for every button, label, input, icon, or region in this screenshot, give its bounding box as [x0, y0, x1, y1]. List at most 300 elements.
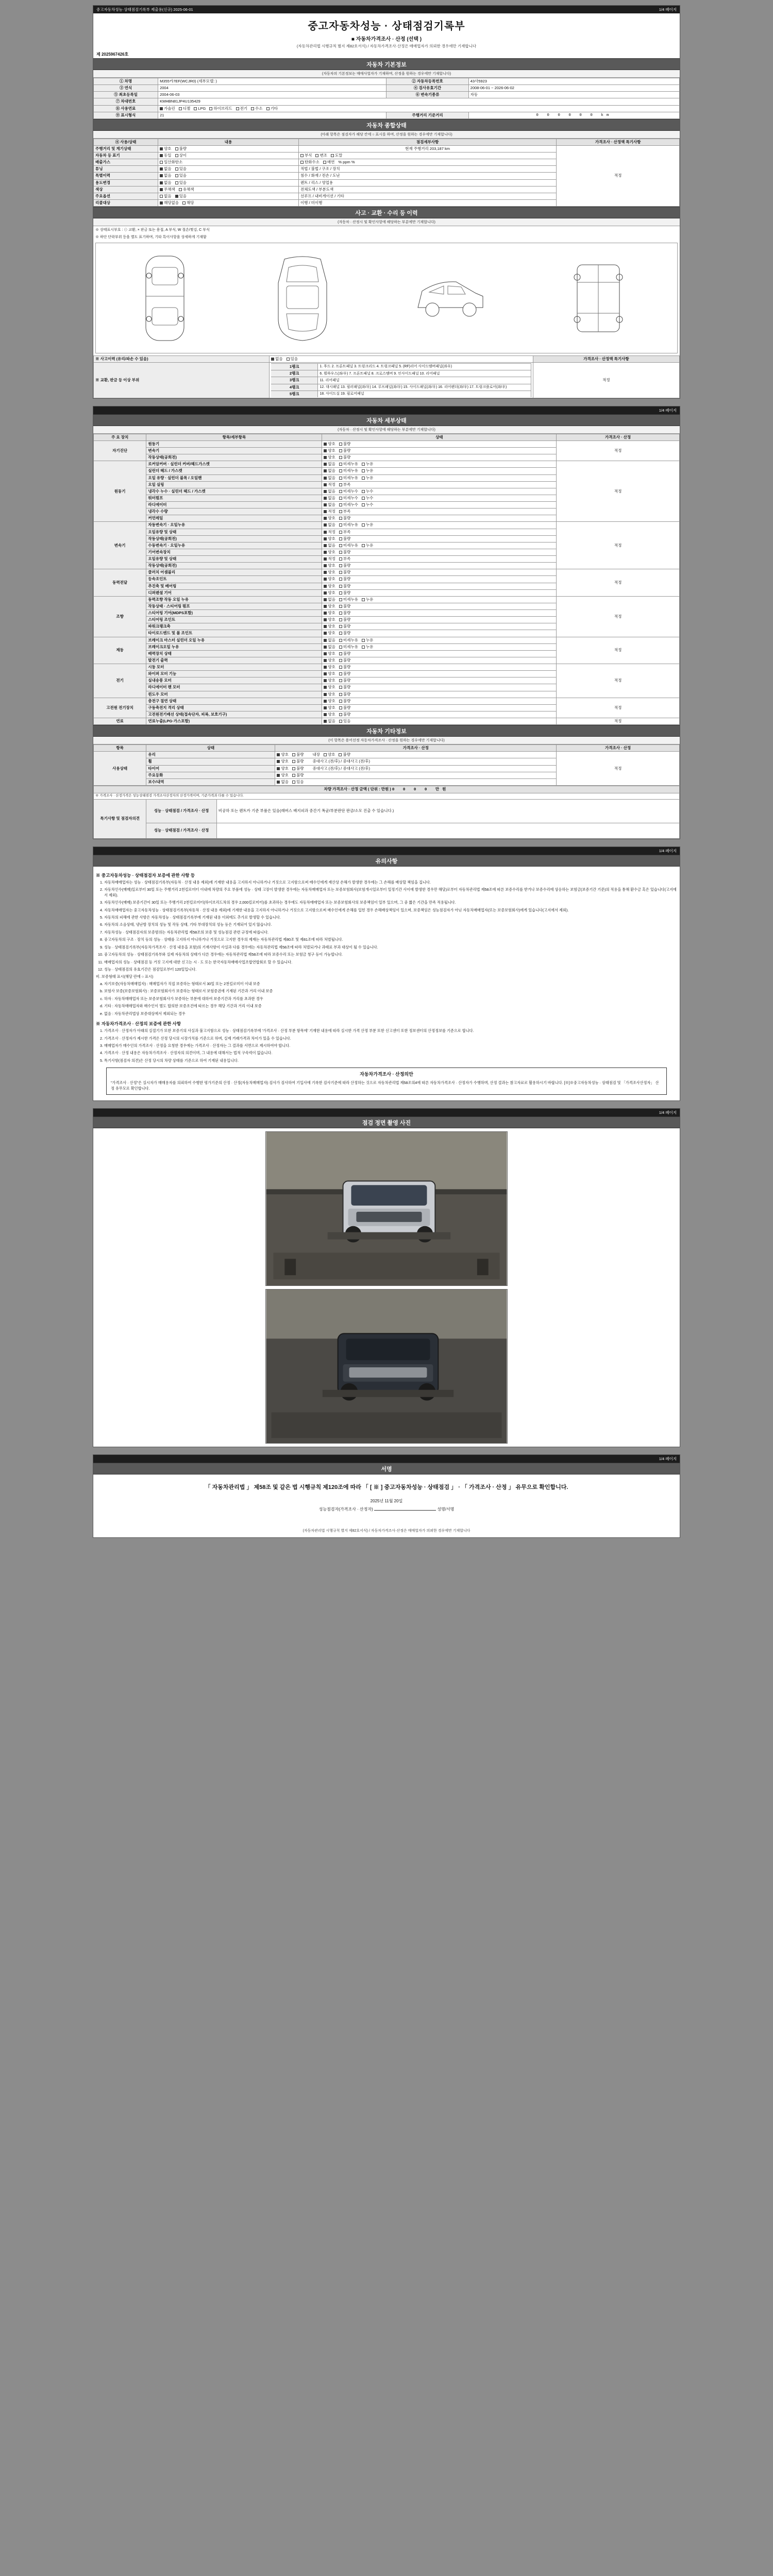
opt-same[interactable]: 동일	[160, 153, 172, 158]
option-없음[interactable]	[324, 597, 335, 602]
checkbox-icon[interactable]	[277, 781, 280, 784]
checkbox-icon[interactable]	[324, 564, 327, 567]
option-양호[interactable]	[324, 651, 335, 656]
table-row	[94, 440, 680, 447]
checkbox-icon[interactable]	[362, 646, 365, 649]
option-양호[interactable]	[324, 712, 335, 717]
checkbox-icon[interactable]	[324, 753, 327, 756]
checkbox-icon[interactable]	[339, 666, 342, 669]
option-미세누유[interactable]	[339, 468, 358, 473]
option-없음[interactable]	[324, 489, 335, 494]
checkbox-icon[interactable]	[292, 774, 295, 777]
checkbox-icon[interactable]	[324, 503, 327, 506]
checkbox-icon[interactable]	[339, 497, 342, 500]
parts-group-note: 적정	[557, 596, 680, 637]
option-label: 양호	[328, 678, 335, 683]
checkbox-icon[interactable]	[339, 523, 342, 527]
checkbox-icon[interactable]	[339, 443, 342, 446]
checkbox-icon[interactable]	[362, 477, 365, 480]
checkbox-icon[interactable]	[339, 618, 342, 621]
checkbox-icon[interactable]	[339, 706, 342, 709]
option-불량[interactable]	[339, 604, 351, 609]
option-불량[interactable]	[339, 448, 351, 453]
checkbox-icon[interactable]	[324, 463, 327, 466]
etc-item-label: 보수/내역	[146, 778, 275, 785]
opt-yes[interactable]: 있음	[175, 180, 187, 185]
option-양호[interactable]	[324, 705, 335, 710]
option-양호[interactable]	[277, 752, 289, 757]
option-label: 양호	[328, 516, 335, 521]
option-없음[interactable]	[324, 468, 335, 473]
checkbox-icon[interactable]	[324, 490, 327, 493]
option-누수[interactable]	[362, 489, 374, 494]
option-양호[interactable]	[277, 759, 289, 764]
option-적정[interactable]	[324, 556, 335, 562]
option-양호[interactable]	[324, 692, 335, 697]
option-양호[interactable]	[324, 604, 335, 609]
checkbox-icon[interactable]	[362, 544, 365, 547]
option-양호[interactable]	[277, 773, 289, 778]
fuel-option-diesel[interactable]: 디젤	[179, 106, 191, 111]
opt-co[interactable]: 일산화탄소	[160, 160, 182, 165]
checkbox-icon[interactable]	[362, 463, 365, 466]
checkbox-icon[interactable]	[362, 490, 365, 493]
option-양호[interactable]	[324, 671, 335, 676]
option-label: 양호	[328, 685, 335, 690]
parts-item-label: 와이퍼 모터 기능	[146, 671, 322, 677]
etc-col-3: 가격조사 · 산정	[557, 745, 680, 752]
option-미세누수[interactable]	[339, 489, 358, 494]
opt-na[interactable]: 해당없음	[160, 200, 179, 206]
checkbox-icon[interactable]	[324, 537, 327, 540]
option-양호[interactable]	[324, 624, 335, 629]
option-불량[interactable]	[339, 699, 351, 704]
option-label: 불량	[343, 705, 351, 710]
option-양호[interactable]	[324, 699, 335, 704]
checkbox-icon[interactable]	[339, 477, 342, 480]
option-불량[interactable]	[339, 577, 351, 582]
checkbox-icon[interactable]	[339, 578, 342, 581]
option-불량[interactable]	[339, 705, 351, 710]
option-label: 누수	[365, 495, 374, 500]
option-누유[interactable]	[362, 597, 374, 602]
checkbox-icon[interactable]	[324, 625, 327, 628]
checkbox-icon[interactable]	[324, 672, 327, 675]
option-불량[interactable]	[339, 665, 351, 670]
option-미세누유[interactable]	[339, 597, 358, 602]
option-적정[interactable]	[324, 509, 335, 514]
option-label: 없음	[281, 779, 289, 784]
checkbox-icon[interactable]	[324, 585, 327, 588]
option-없음[interactable]	[324, 638, 335, 643]
option-없음[interactable]	[324, 496, 335, 501]
option-부족[interactable]	[339, 556, 351, 562]
checkbox-icon[interactable]	[324, 693, 327, 696]
option-불량[interactable]	[339, 550, 351, 555]
option-불량[interactable]	[292, 766, 304, 771]
option-없음[interactable]	[324, 462, 335, 467]
opt-corrosion[interactable]: 부식	[300, 153, 312, 158]
fuel-option-lpg[interactable]: LPG	[194, 106, 206, 111]
checkbox-icon[interactable]	[324, 659, 327, 662]
checkbox-icon[interactable]	[324, 449, 327, 452]
option-있음[interactable]	[292, 779, 304, 785]
option-label: 불량	[343, 671, 351, 676]
option-label: 누유	[365, 597, 374, 602]
checkbox-icon[interactable]	[324, 557, 327, 561]
option-없음[interactable]	[277, 779, 289, 785]
checkbox-icon[interactable]	[339, 672, 342, 675]
option-누유[interactable]	[362, 645, 374, 650]
table-row	[94, 461, 680, 468]
checkbox-icon[interactable]	[277, 760, 280, 763]
checkbox-icon[interactable]	[324, 646, 327, 649]
option-양호[interactable]	[277, 766, 289, 771]
opt-none[interactable]: 없음	[160, 173, 172, 178]
checkbox-icon[interactable]	[324, 544, 327, 547]
option-있음[interactable]	[339, 719, 351, 724]
option-양호[interactable]	[324, 685, 335, 690]
option-누유[interactable]	[362, 522, 374, 528]
fuel-option-hydrogen[interactable]: 수소	[251, 106, 263, 111]
checkbox-icon[interactable]	[339, 713, 342, 716]
checkbox-icon[interactable]	[339, 646, 342, 649]
price-notice-text: "가격조사 · 산정"은 실시자가 매매용자를 의뢰하여 수행한 평가기준의 산정 · 산정(자동차매매업자) 검사가 검사하여 기입사에 기록한 검사기준에 따라 산정하는 것으로 자동차관리법 제58조의4에 따른 자동차가격조사 · 산정자가 수행하며, 산정 결과는 참고자료로 활용하시기 바랍니다. [※]※중고자동차성능 · 상태점검 및 「가격조사산정자」 산정 유무모로 확인합니다.	[111, 1080, 659, 1091]
checkbox-icon[interactable]	[339, 449, 342, 452]
overall-opts-2	[158, 159, 299, 166]
option-불량[interactable]	[339, 617, 351, 622]
checkbox-icon[interactable]	[324, 456, 327, 459]
opt-erased[interactable]: 도말	[331, 153, 343, 158]
option-누유[interactable]	[362, 543, 374, 548]
option-불량[interactable]	[339, 712, 351, 717]
checkbox-icon[interactable]	[277, 767, 280, 770]
checkbox-icon[interactable]	[324, 612, 327, 615]
parts-item-label: 시동 모터	[146, 664, 322, 671]
option-양호[interactable]	[324, 617, 335, 622]
option-양호[interactable]	[324, 665, 335, 670]
option-label: 없음	[328, 502, 335, 507]
checkbox-icon[interactable]	[362, 523, 365, 527]
option-양호[interactable]	[324, 752, 335, 757]
option-불량[interactable]	[339, 631, 351, 636]
option-양호[interactable]	[324, 570, 335, 575]
option-누수[interactable]	[362, 496, 374, 501]
basic-info-table	[93, 78, 680, 119]
checkbox-icon[interactable]	[339, 490, 342, 493]
special-text: 비공하 또는 렌트카 기준 부품은 있음(래버스 배지피과 중간기 폭균/부분판단 판금/소모 진출 수 있습니다.)	[216, 799, 679, 823]
checkbox-icon[interactable]	[339, 700, 342, 703]
option-없음[interactable]	[324, 476, 335, 481]
option-label: 양호	[328, 455, 335, 460]
opt-hc[interactable]: 탄화수소	[300, 160, 320, 165]
option-불량[interactable]	[339, 563, 351, 568]
checkbox-icon[interactable]	[339, 551, 342, 554]
option-불량[interactable]	[339, 658, 351, 663]
section-parts-title: 자동차 세부상태	[93, 414, 680, 426]
checkbox-icon[interactable]	[277, 753, 280, 756]
checkbox-icon[interactable]	[292, 753, 295, 756]
checkbox-icon[interactable]	[324, 531, 327, 534]
option-양호[interactable]	[324, 536, 335, 541]
option-불량[interactable]	[292, 773, 304, 778]
fuel-option-electric[interactable]: 전기	[236, 106, 248, 111]
parts-item-options	[322, 718, 557, 725]
parts-item-options	[322, 671, 557, 677]
option-불량[interactable]	[339, 611, 351, 616]
option-미세누수[interactable]	[339, 502, 358, 507]
checkbox-icon[interactable]	[339, 585, 342, 588]
checkbox-icon[interactable]	[324, 443, 327, 446]
checkbox-icon[interactable]	[324, 720, 327, 723]
checkbox-icon[interactable]	[339, 753, 342, 756]
checkbox-icon[interactable]	[324, 477, 327, 480]
basic-label-2: ② 자동차등록번호	[386, 78, 468, 85]
checkbox-icon[interactable]	[339, 632, 342, 635]
checkbox-icon[interactable]	[292, 767, 295, 770]
option-불량[interactable]	[339, 752, 350, 757]
fuel-option-hybrid[interactable]: 하이브리드	[209, 106, 232, 111]
option-부족[interactable]	[339, 530, 351, 535]
opt-altered[interactable]: 변조	[315, 153, 327, 158]
option-양호[interactable]	[324, 442, 335, 447]
option-불량[interactable]	[339, 536, 351, 541]
option-label: 누유	[365, 475, 374, 480]
option-불량[interactable]	[339, 516, 351, 521]
list-item: 6. 자동차의 소음상태, 냉난방 장치의 성능 및 작동 상태, 기타 부대장치의 성능 등은 기재되어 있지 않습니다.	[104, 922, 677, 927]
checkbox-icon[interactable]	[339, 531, 342, 534]
checkbox-icon[interactable]	[324, 551, 327, 554]
checkbox-icon[interactable]	[324, 713, 327, 716]
option-적정[interactable]	[324, 530, 335, 535]
checkbox-icon[interactable]	[339, 557, 342, 561]
checkbox-icon[interactable]	[339, 510, 342, 513]
option-불량[interactable]	[339, 651, 351, 656]
checkbox-icon[interactable]	[339, 517, 342, 520]
parts-item-options	[322, 515, 557, 522]
checkbox-icon[interactable]	[339, 564, 342, 567]
option-양호[interactable]	[324, 550, 335, 555]
fuel-option-gasoline[interactable]: 가솔린	[160, 106, 175, 111]
option-양호[interactable]	[324, 658, 335, 663]
basic-value-1: M355카7EF(WCJR0) (세부모델: )	[158, 78, 386, 85]
option-부족[interactable]	[339, 509, 351, 514]
option-label: 불량	[343, 611, 351, 615]
checkbox-icon[interactable]	[339, 483, 342, 486]
option-없음[interactable]	[324, 719, 335, 724]
checkbox-icon[interactable]	[324, 605, 327, 608]
checkbox-icon[interactable]	[324, 497, 327, 500]
checkbox-icon[interactable]	[339, 659, 342, 662]
parts-item-label: 변속기	[146, 448, 322, 454]
checkbox-icon[interactable]	[339, 679, 342, 682]
checkbox-icon[interactable]	[339, 720, 342, 723]
option-불량[interactable]	[339, 590, 351, 596]
option-누유[interactable]	[362, 638, 374, 643]
checkbox-icon[interactable]	[324, 652, 327, 655]
opt-ok[interactable]: 양호	[160, 146, 172, 151]
checkbox-icon[interactable]	[324, 632, 327, 635]
option-양호[interactable]	[324, 590, 335, 596]
option-없음[interactable]	[324, 502, 335, 507]
option-미세누유[interactable]	[339, 476, 358, 481]
checkbox-icon[interactable]	[324, 483, 327, 486]
checkbox-icon[interactable]	[339, 693, 342, 696]
option-양호[interactable]	[324, 516, 335, 521]
table-row	[94, 78, 680, 85]
option-미세누수[interactable]	[339, 496, 358, 501]
option-누유[interactable]	[362, 476, 374, 481]
checkbox-icon[interactable]	[324, 686, 327, 689]
option-label: 불량	[343, 563, 351, 568]
option-label: 불량	[343, 752, 350, 757]
option-불량[interactable]	[339, 455, 351, 460]
option-label: 불량	[296, 766, 304, 771]
checkbox-icon[interactable]	[339, 591, 342, 595]
checkbox-icon[interactable]	[339, 456, 342, 459]
checkbox-icon[interactable]	[324, 523, 327, 527]
checkbox-icon[interactable]	[324, 578, 327, 581]
option-없음[interactable]	[324, 645, 335, 650]
option-label: 누유	[365, 462, 374, 467]
rank-label-1: 2랭크	[271, 370, 318, 377]
option-누유[interactable]	[362, 468, 374, 473]
checkbox-icon[interactable]	[277, 774, 280, 777]
checkbox-icon[interactable]	[324, 639, 327, 642]
checkbox-icon[interactable]	[362, 469, 365, 472]
option-누유[interactable]	[362, 462, 374, 467]
option-불량[interactable]	[339, 671, 351, 676]
option-불량[interactable]	[339, 584, 351, 589]
option-적정[interactable]	[324, 482, 335, 487]
checkbox-icon[interactable]	[324, 591, 327, 595]
parts-item-label: 오일유량 및 상태	[146, 556, 322, 563]
option-양호[interactable]	[324, 448, 335, 453]
option-양호[interactable]	[324, 678, 335, 683]
option-불량[interactable]	[339, 624, 351, 629]
option-누수[interactable]	[362, 502, 374, 507]
checkbox-icon[interactable]	[362, 503, 365, 506]
checkbox-icon[interactable]	[324, 571, 327, 574]
parts-item-label: 스티어링 조인트	[146, 617, 322, 623]
opt-chromatic[interactable]: 유채색	[179, 187, 194, 192]
checkbox-icon[interactable]	[324, 679, 327, 682]
opt-yes[interactable]: 있음	[287, 357, 298, 362]
opt-none[interactable]: 없음	[160, 180, 172, 185]
checkbox-icon[interactable]	[339, 686, 342, 689]
overall-detail-2	[298, 159, 556, 166]
checkbox-icon[interactable]	[362, 497, 365, 500]
opt-none[interactable]: 없음	[160, 166, 172, 172]
option-양호[interactable]	[324, 584, 335, 589]
checkbox-icon[interactable]	[339, 544, 342, 547]
option-양호[interactable]	[324, 577, 335, 582]
option-불량[interactable]	[292, 752, 304, 757]
option-미세누유[interactable]	[339, 462, 358, 467]
option-label: 없음	[328, 462, 335, 467]
checkbox-icon[interactable]	[339, 503, 342, 506]
checkbox-icon[interactable]	[324, 598, 327, 601]
checkbox-icon[interactable]	[324, 706, 327, 709]
table-row	[94, 105, 680, 112]
option-불량[interactable]	[339, 678, 351, 683]
table-row	[94, 637, 680, 643]
checkbox-icon[interactable]	[324, 510, 327, 513]
opt-yes[interactable]: 있음	[175, 194, 187, 199]
checkbox-icon[interactable]	[324, 618, 327, 621]
checkbox-icon[interactable]	[324, 517, 327, 520]
checkbox-icon[interactable]	[339, 612, 342, 615]
option-불량[interactable]	[339, 685, 351, 690]
opt-none[interactable]: 없음	[160, 194, 172, 199]
fuel-options	[158, 105, 680, 112]
option-양호[interactable]	[324, 631, 335, 636]
option-미세누유[interactable]	[339, 638, 358, 643]
parts-item-label: 브레이크오일 누유	[146, 643, 322, 650]
option-label: 없음	[328, 637, 335, 642]
checkbox-icon[interactable]	[292, 781, 295, 784]
option-양호[interactable]	[324, 611, 335, 616]
opt-diff[interactable]: 상이	[175, 153, 187, 158]
option-불량[interactable]	[339, 570, 351, 575]
option-없음[interactable]	[324, 522, 335, 528]
parts-item-label: 오일 실링	[146, 481, 322, 488]
signature-input-1[interactable]	[374, 1510, 436, 1511]
opt-yes[interactable]: 있음	[175, 166, 187, 172]
option-불량[interactable]	[339, 442, 351, 447]
opt-bad[interactable]: 불량	[175, 146, 187, 151]
checkbox-icon[interactable]	[339, 639, 342, 642]
option-부족[interactable]	[339, 482, 351, 487]
option-미세누유[interactable]	[339, 522, 358, 528]
opt-achromatic[interactable]: 무채색	[160, 187, 175, 192]
option-불량[interactable]	[339, 692, 351, 697]
checkbox-icon[interactable]	[339, 605, 342, 608]
checkbox-icon[interactable]	[339, 625, 342, 628]
overall-detail-1	[298, 152, 556, 159]
accident-history-table	[93, 355, 680, 398]
checkbox-icon[interactable]	[362, 639, 365, 642]
checkbox-icon[interactable]	[292, 760, 295, 763]
option-양호[interactable]	[324, 455, 335, 460]
option-label: 양호	[328, 577, 335, 582]
checkbox-icon[interactable]	[339, 469, 342, 472]
checkbox-icon[interactable]	[339, 598, 342, 601]
option-label: 불량	[343, 685, 351, 690]
checkbox-icon[interactable]	[339, 537, 342, 540]
checkbox-icon[interactable]	[339, 652, 342, 655]
checkbox-icon[interactable]	[324, 666, 327, 669]
option-양호[interactable]	[324, 563, 335, 568]
opt-applicable[interactable]: 해당	[182, 200, 194, 206]
option-label: 불량	[296, 759, 304, 764]
parts-item-options	[322, 569, 557, 576]
opt-smoke[interactable]: 매연	[323, 160, 335, 165]
option-미세누유[interactable]	[339, 645, 358, 650]
checkbox-icon[interactable]	[324, 700, 327, 703]
checkbox-icon[interactable]	[324, 469, 327, 472]
option-미세누유[interactable]	[339, 543, 358, 548]
opt-none[interactable]: 없음	[271, 357, 283, 362]
fuel-option-other[interactable]: 기타	[266, 106, 278, 111]
option-label: 없음	[328, 543, 335, 548]
checkbox-icon[interactable]	[339, 571, 342, 574]
checkbox-icon[interactable]	[362, 598, 365, 601]
opt-yes[interactable]: 있음	[175, 173, 187, 178]
option-없음[interactable]	[324, 543, 335, 548]
option-불량[interactable]	[292, 759, 304, 764]
checkbox-icon[interactable]	[339, 463, 342, 466]
